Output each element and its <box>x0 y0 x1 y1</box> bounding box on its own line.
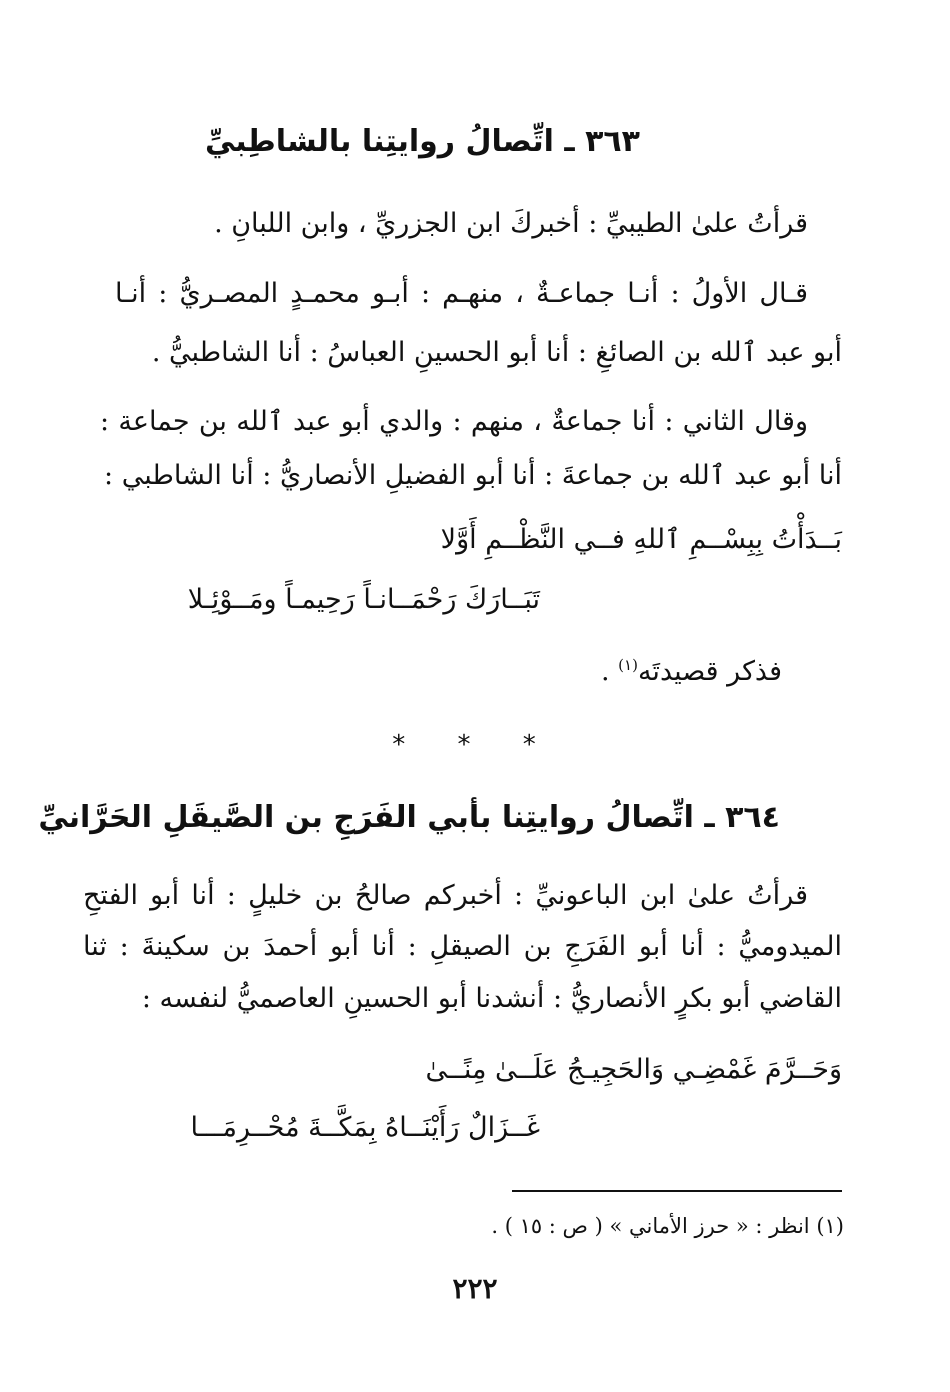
section-363-line-3: أبو عبد ٱلله بن الصائغِ : أنا أبو الحسينِ العباسُ : أنا الشاطبيُّ . <box>151 337 842 368</box>
verse-2-second-hemistich: غَــزَالٌ رَأَيْنَــاهُ بِمَكَّــةَ مُحْــرِمَـــا <box>190 1112 540 1143</box>
footnote-reference: (١) <box>618 656 638 674</box>
section-363-closing <box>601 647 782 690</box>
verse-1-first-hemistich: بَــدَأْتُ بِبِسْــمِ ٱللهِ فــي النَّظْــمِ أَوَّلا <box>440 524 842 555</box>
section-363-heading: ٣٦٣ ـ اتِّصالُ روايتِنا بالشاطِبيِّ <box>204 124 640 159</box>
section-363-line-4: وقال الثاني : أنا جماعةٌ ، منهم : والدي أبو عبد ٱلله بن جماعة : <box>100 406 808 437</box>
verse-1-second-hemistich: تَبَــارَكَ رَحْمَــانـاً رَحِيمـاً ومَــوْئِـلا <box>187 584 540 615</box>
closing-text: فذكر قصيدتَه <box>637 656 782 687</box>
section-separator: * * * <box>392 730 558 760</box>
section-363-line-5: أنا أبو عبد ٱلله بن جماعةَ : أنا أبو الفضيلِ الأنصاريُّ : أنا الشاطبي : <box>104 460 842 491</box>
footnote: (١) انظر : « حرز الأماني » ( ص : ١٥ ) . <box>491 1214 844 1238</box>
section-364-heading: ٣٦٤ ـ اتِّصالُ روايتِنا بأبي الفَرَجِ بن الصَّيقَلِ الحَرَّانيِّ <box>38 800 780 835</box>
section-364-line-3: القاضي أبو بكرٍ الأنصاريُّ : أنشدنا أبو الحسينِ العاصميُّ لنفسه : <box>141 983 842 1014</box>
closing-period: . <box>601 656 619 687</box>
section-364-line-2: الميدوميُّ : أنا أبو الفَرَجِ بن الصيقلِ : أنا أبو أحمدَ بن سكينةَ : ثنا <box>83 931 842 962</box>
section-363-line-1: قرأتُ علىٰ الطيبيِّ : أخبركَ ابن الجزريِّ ، وابن اللبانِ . <box>214 208 808 239</box>
verse-2-first-hemistich: وَحَــرَّمَ غَمْضِـي وَالحَجِيـجُ عَلَــىٰ مِنًــىٰ <box>425 1054 842 1085</box>
footnote-divider <box>512 1190 842 1192</box>
section-364-line-1: قرأتُ علىٰ ابن الباعونيِّ : أخبركم صالحُ بن خليلٍ : أنا أبو الفتحِ <box>83 880 808 911</box>
section-363-line-2: قـال الأولُ : أنـا جماعـةٌ ، منهـم : أبـو محمـدٍ المصـريُّ : أنـا <box>115 278 808 309</box>
page-number: ٢٢٢ <box>452 1272 498 1305</box>
